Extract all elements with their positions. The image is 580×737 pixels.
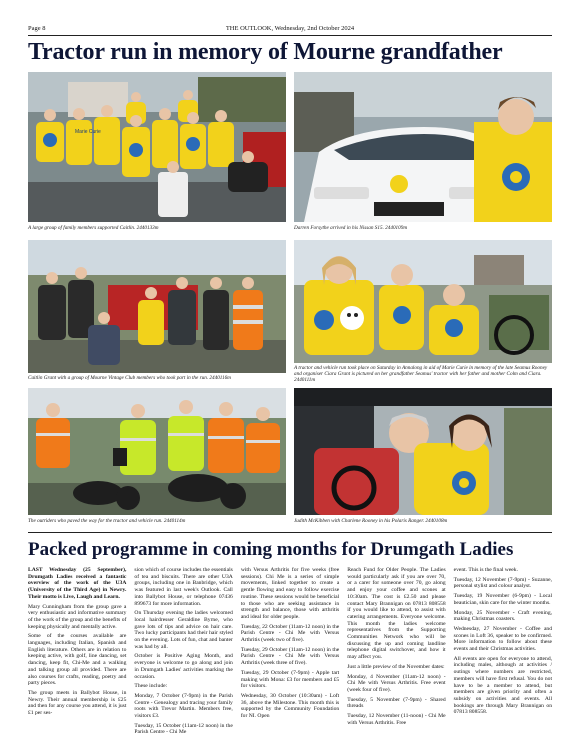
photo-vintage-club <box>28 240 286 373</box>
photo-family-group-image <box>28 72 286 222</box>
article-paragraph: All events are open for everyone to attend, including males, although at activities / outings where numbers are restricted, members will have first refusal. You do not have to be a member to attend, but members are given priority and often a subsidy on activities and events. All bookings are through Mary Brannigan on 07813 808558. <box>453 655 553 716</box>
photo-tractor-family <box>294 240 552 363</box>
photo-nissan <box>294 72 552 222</box>
article-body <box>28 567 553 736</box>
photo-family-group <box>28 72 286 222</box>
article-paragraph: Tuesday, 12 November (7-9pm) - Suzanne, personal stylist and colour analyst. <box>453 576 553 590</box>
photo-nissan-image <box>294 72 552 222</box>
article-column-4 <box>347 567 445 727</box>
article-paragraph: with Versus Arthritis for five weeks (free sessions). Chi Me is a series of simple movements, linked together to create a gentle flowing and easy to follow exercise routine. These sessions would be beneficial to those who are seeking assistance in strength and balance, those with arthritis and ideal for older people. <box>240 567 340 620</box>
article-paragraph: Tuesday, 5 November (7-9pm) - Shared threads <box>347 696 446 710</box>
masthead-date: THE OUTLOOK, Wednesday, 2nd October 2024 <box>225 24 355 32</box>
article-paragraph: Monday, 25 November - Craft evening, making Christmas coasters. <box>453 609 553 623</box>
caption-outriders: The outriders who paved the way for the tractor and vehicle run. 2440114m <box>28 518 186 524</box>
article-column-3 <box>241 567 339 727</box>
article-paragraph: Monday, 7 October (7-9pm) in the Parish Centre - Genealogy and tracing your family roots with Trevor Martin. Members free, visitors £3. <box>134 692 233 720</box>
caption-tractor-family: A tractor and vehicle run took place on Saturday in Annalong in aid of Marie Curie in memory of the late Seamus Rooney and organiser Ciara Grant is pictured on her grandfather Seamus' tractor with her father and mother Colm and Ciara. 2440111m <box>294 365 548 384</box>
page-header <box>28 21 552 35</box>
article-paragraph: Some of the courses available are languages, including Italian, Spanish and English literature. Others are in relation to keeping active, with golf, line dancing, set dancing, keep fit, Chi-Me and a walking and talking group all provided. There are also courses for crafts, reading, poetry and party pieces. <box>28 633 127 687</box>
section-rule <box>28 532 552 533</box>
article-paragraph: The group meets in Ballybot House, in Newry. Their annual membership is £25 and then for any course you attend, it is just £1 per ses- <box>28 689 127 717</box>
article-paragraph: Tuesday, 29 October (11am-12 noon) in the Parish Centre - Chi Me with Versus Arthritis (week three of five). <box>240 646 340 667</box>
photo-outriders <box>28 388 286 515</box>
caption-polaris: Judith McKibben with Charlene Rooney in his Polaris Ranger. 2440108m <box>294 518 448 524</box>
caption-nissan: Darren Forsythe arrived in his Nissan S15. 2440109m <box>294 225 408 231</box>
article-paragraph: Mary Cunningham from the group gave a very enthusiastic and informative summary of the work of the group and the benefits of keeping physically and mentally active. <box>28 603 127 630</box>
article-column-2 <box>134 567 233 736</box>
article-paragraph: Reach Fund for Older People. The Ladies would particularly ask if you are over 70, or a carer for someone over 70, go along and enjoy your coffee and scones at 10:30am. The cost is £2.50 and please contact Mary Brannigan on 07813 808558 if you would like to attend, to assist with catering arrangements. Everyone welcome. This month the ladies welcome representatives from the Supporting Communities Network who will be discussing the up and coming landline telephone digital switchover, and how it may affect you. <box>347 567 446 661</box>
article-column-5 <box>454 567 552 727</box>
article-paragraph: LAST Wednesday (25 September), Drumgath Ladies received a fantastic overview of the work of the U3A (University of the Third Age) in Newry. Their motto is Live, Laugh and Learn. <box>28 567 127 600</box>
page-number: Page 8 <box>28 24 46 32</box>
article-paragraph: These include: <box>134 683 168 690</box>
photo-outriders-image <box>28 388 286 515</box>
article-paragraph: On Thursday evening the ladies welcomed local hairdresser Geraldine Byrne, who gave lots of tips and advice on hair care. Two lucky participants had their hair styled on the evening. Lots of fun, chat and banter was had by all. <box>134 610 233 650</box>
article-paragraph: event. This is the final week. <box>453 567 518 573</box>
shirt-logo-text <box>75 125 105 135</box>
article-paragraph: Monday, 4 November (11am-12 noon) - Chi Me with Versus Arthritis. Free event (week four of five). <box>347 673 446 693</box>
photo-vintage-club-image <box>28 240 286 373</box>
article-paragraph: Just a little preview of the November dates: <box>347 663 445 670</box>
main-headline: Tractor run in memory of Mourne grandfather <box>28 39 503 65</box>
article-paragraph: October is Positive Aging Month, and everyone is welcome to go along and join in Drumgath Ladies' activities marking the occasion. <box>134 653 233 680</box>
header-rule <box>28 35 552 36</box>
article-paragraph: sion which of course includes the essentials of tea and biscuits. There are other U3A groups, including one in Banbridge, which was featured in last week's Outlook. Call into Ballybot House, or telephone 07436 899673 for more information. <box>134 567 233 607</box>
article-paragraph: Tuesday, 19 November (6-9pm) - Local beautician, skin care for the winter months. <box>453 593 553 606</box>
article-paragraph: Wednesday, 30 October (10:30am) - Loft 36, above the Milestone. This month this is supported by the Community Foundation for NI. Open <box>240 692 340 720</box>
article-paragraph: Tuesday, 22 October (11am-12 noon) in the Parish Centre - Chi Me with Versus Arthritis (week two of five). <box>240 623 340 644</box>
article-paragraph: Tuesday, 12 November (11-noon) - Chi Me with Versus Arthritis. Free <box>347 713 446 726</box>
article-column-1 <box>28 567 126 727</box>
photo-polaris-image <box>294 388 552 515</box>
caption-vintage-club: Caitlin Grant with a group of Mourne Vintage Club members who took part in the run. 2440116m <box>28 375 231 381</box>
article-paragraph: Tuesday, 29 October (7-9pm) - Apple tart making with Mona: £3 for members and £5 for visitors. <box>240 669 340 690</box>
photo-tractor-family-image <box>294 240 552 363</box>
article-paragraph: Tuesday, 15 October (11am-12 noon) in the Parish Centre - Chi Me <box>134 722 233 736</box>
article-paragraph: Wednesday, 27 November - Coffee and scones in Loft 36, speaker to be confirmed. More information to follow about these events and their Christmas activities. <box>453 625 553 653</box>
photo-polaris <box>294 388 552 515</box>
second-headline: Packed programme in coming months for Drumgath Ladies <box>28 539 514 560</box>
caption-family-group: A large group of family members supported Caitlin. 2440133m <box>28 225 159 231</box>
shirt-logo-label: Marie Curie <box>75 129 101 135</box>
